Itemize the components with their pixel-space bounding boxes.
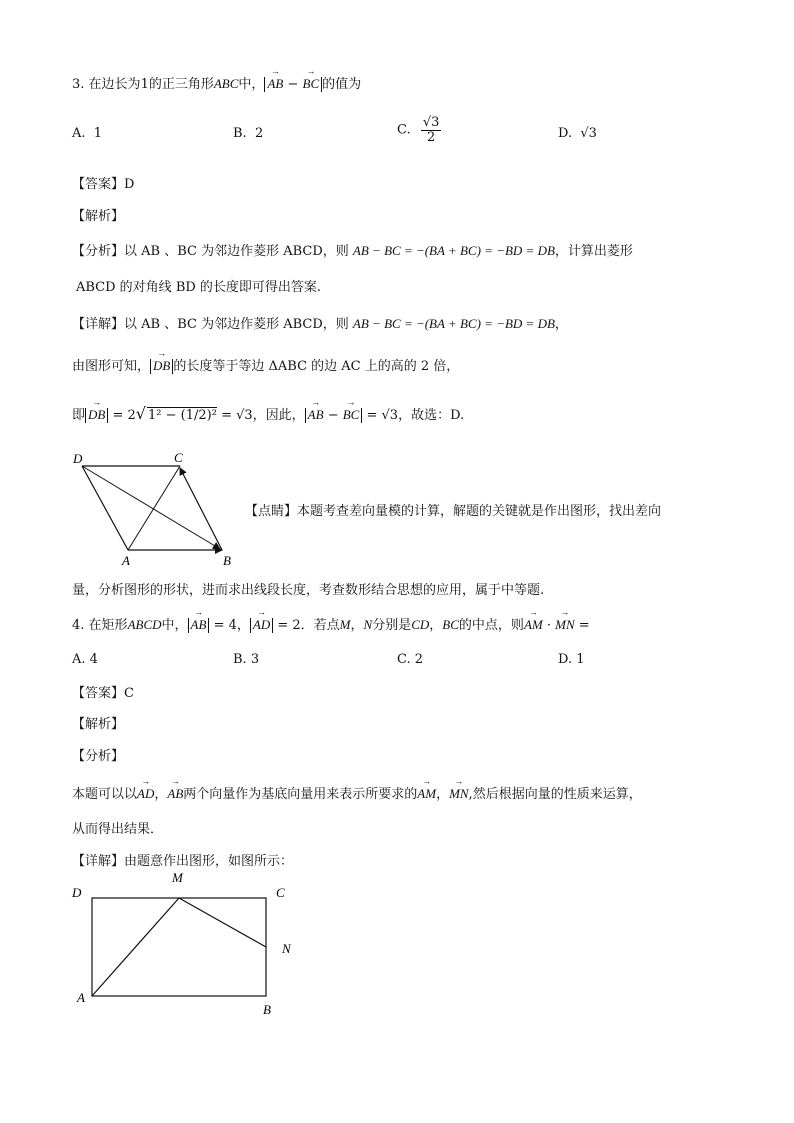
q3-answer [72,173,134,192]
q4-fenxi-label: 【分析】 [72,749,125,764]
point-m: M [339,617,351,632]
fenxi-label: 【分析】 [72,244,125,259]
vector-bc: → BC [303,77,320,91]
diagonal-ac [128,466,180,550]
label-d: D [73,451,83,466]
fraction [421,116,442,144]
q3-stem-text-2: 的正三角形 [148,77,214,92]
option-value: 4 [89,652,98,667]
q3-option-c [397,116,443,144]
punct: ， [554,317,568,332]
xiangjie-text: 以 AB 、BC 为邻边作菱形 ABCD，则 [124,317,349,332]
fenxi-text: 以 AB 、BC 为邻边作菱形 ABCD，则 [124,244,349,259]
text: 由图形可知， [72,359,151,374]
rhombus-figure [68,448,248,572]
q4-option-b [233,652,259,667]
dianjing-text: 本题考查差向量模的计算，解题的关键就是作出图形，找出差向 [297,504,662,519]
xiangjie-label: 【详解】 [72,317,125,332]
eq-part: = [578,618,590,633]
label-d: D [72,885,82,900]
option-label: D. [558,652,573,667]
fraction-numerator: √3 [422,115,440,130]
option-value: √3 [580,126,597,141]
label-b: B [223,553,231,568]
q3-xiangjie-line1 [72,313,568,332]
q3-number: 3. [72,77,85,92]
eq-part: = 2 [277,618,301,633]
segment-cd: CD [411,617,430,632]
option-label: B. [233,652,247,667]
vector-db: → DB [153,359,170,373]
text: 的长度等于等边 ΔABC 的边 AC 上的高的 2 倍， [173,359,460,374]
q4-number: 4. [72,618,85,633]
q3-stem [72,73,361,92]
answer-value: C [124,686,134,701]
vector-ad: → AD [137,786,154,802]
q3-dianjing-line1 [245,500,661,519]
option-label: B. [233,126,247,141]
q3-dianjing-line2: 量，分析图形的形状，进而求出线段长度，考查数形结合思想的应用，属于中等题. [72,583,545,598]
option-label: A. [72,652,86,667]
q4-xiangjie [72,850,293,869]
label-c: C [276,885,285,900]
label-a: A [122,553,130,568]
q3-xiangjie-line2 [72,355,459,374]
q3-fenxi-line1 [72,240,633,259]
point-n: N [363,617,373,632]
segment-bc: BC [442,617,459,632]
option-label: C. [397,122,411,138]
text: 即 [72,408,86,423]
rectangle-abcd [92,898,266,996]
punct: ， [350,618,364,633]
answer-value: D [124,177,135,192]
q3-jiexi: 【解析】 [72,209,125,224]
answer-label: 【答案】 [72,177,125,192]
minus-sign: − [287,77,299,92]
option-value: 2 [254,126,264,141]
abs-db [150,359,173,374]
eq-part: = √3 [221,408,253,423]
option-label: A. [72,126,86,141]
dot-operator: · [546,618,551,633]
option-value: 1 [576,652,585,667]
text: 在矩形 [88,618,128,633]
q3-xiangjie-line3: 即→ DB = 2√ 1² − (1/2)² = √3，因此，→ AB − → BC = √3，故选：D. [72,404,464,423]
xiangjie-label: 【详解】 [72,854,125,869]
vector-equation: AB − BC = −(BA + BC) = −BD = DB [352,243,555,258]
fraction-denominator: 2 [427,129,436,145]
segment-mn [179,898,266,947]
text: 的中点，则 [458,618,524,633]
q3-stem-text-3: 中， [238,77,265,92]
q3-stem-text: 在边长为 [88,77,141,92]
q3-side: 1 [140,77,149,92]
option-value: 1 [93,126,103,141]
label-a: A [77,990,85,1005]
vector-equation: AB − BC = −(BA + BC) = −BD = DB [352,316,555,331]
vector-am: → AM [524,617,543,633]
q4-rect: ABCD [127,617,162,632]
text: ，故选：D. [398,408,465,423]
q4-fenxi-line1: 本题可以以→ AD，→ AB两个向量作为基底向量用来表示所要求的→ AM，→ MN,然后根据向量的性质来运算， [72,783,642,802]
fenxi-text-2: ，计算出菱形 [554,244,633,259]
option-value: 3 [250,652,260,667]
abs-ab-bc: → AB − → BC [305,408,363,423]
eq-part: = √3 [366,408,399,423]
text: ,然后根据向量的性质来运算， [468,787,642,802]
abs-ad [250,618,273,633]
label-n: N [282,941,291,956]
q3-triangle: ABC [213,76,239,91]
q3-stem-text-4: 的值为 [322,77,362,92]
vector-mn: → MN [449,786,469,802]
label-c: C [174,450,183,465]
vector-ab: → AB [167,786,183,802]
vector-bc: → BC [343,408,360,422]
label-m: M [172,870,183,885]
vector-ad: → AD [253,618,270,632]
edge-da [82,466,128,550]
dianjing-label: 【点睛】 [245,504,298,519]
text: 本题可以以 [72,787,138,802]
q4-option-d [558,652,585,667]
label-b: B [263,1002,271,1017]
q4-option-c [397,652,423,667]
vector-ab: → AB [308,408,324,422]
abs-ab [188,618,210,633]
q4-fenxi-line2: 从而得出结果． [72,822,164,837]
vector-ab: → AB [267,77,283,91]
q4-answer [72,682,134,701]
vector-ab: → AB [191,618,207,632]
text: 中， [161,618,188,633]
diagonal-db [82,466,220,549]
q4-option-a [72,652,98,667]
radicand: 1² − (1/2)² [148,408,217,423]
xiangjie-text: 由题意作出图形，如图所示： [124,854,294,869]
answer-label: 【答案】 [72,686,125,701]
segment-am [92,898,179,996]
eq-part: = 2 [112,408,136,423]
option-value: 2 [414,652,424,667]
vector-am: → AM [417,786,436,802]
q3-option-a [72,126,102,141]
text: 两个向量作为基底向量用来表示所要求的 [183,787,418,802]
q3-abs-expression [264,77,322,92]
q4-stem: 4. 在矩形ABCD中，→ AB = 4，→ AD = 2．若点M，N分别是CD，BC的中点，则→ AM · → MN = [72,614,590,633]
abs-db [85,408,108,423]
rectangle-figure [68,868,308,1020]
option-label: C. [397,652,411,667]
vector-db: → DB [88,408,105,422]
q3-fenxi-line2: ABCD 的对角线 BD 的长度即可得出答案. [76,280,322,295]
q4-jiexi: 【解析】 [72,717,125,732]
text: ，因此， [252,408,305,423]
eq-part: = 4 [213,618,237,633]
text: 分别是 [372,618,412,633]
vector-mn: → MN [555,617,575,633]
option-label: D. [558,126,573,141]
q3-option-d [558,126,597,141]
q3-option-b [233,126,263,141]
text: ．若点 [300,618,340,633]
